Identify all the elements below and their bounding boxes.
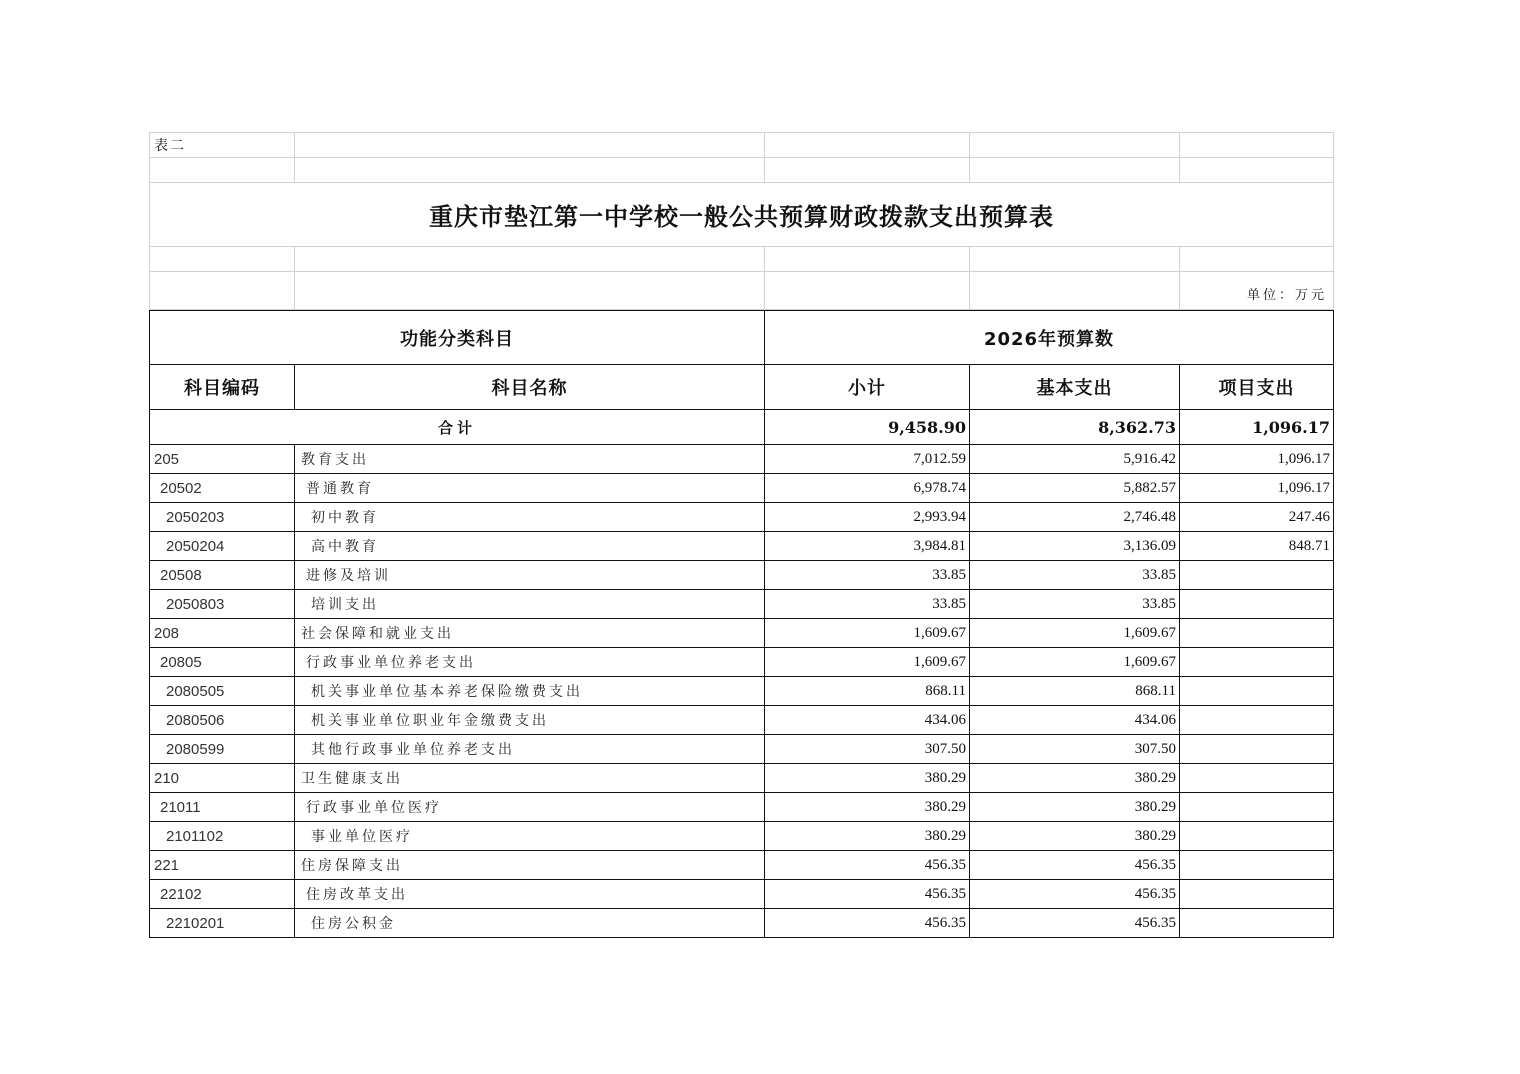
row-basic: 434.06 bbox=[970, 706, 1180, 735]
total-row bbox=[150, 410, 1334, 445]
header-name: 科目名称 bbox=[295, 365, 765, 410]
row-project bbox=[1180, 677, 1334, 706]
row-code: 205 bbox=[150, 445, 295, 474]
row-project: 848.71 bbox=[1180, 532, 1334, 561]
row-basic: 456.35 bbox=[970, 851, 1180, 880]
row-code: 2050204 bbox=[150, 532, 295, 561]
row-basic: 380.29 bbox=[970, 822, 1180, 851]
row-subtotal: 7,012.59 bbox=[765, 445, 970, 474]
row-basic: 1,609.67 bbox=[970, 648, 1180, 677]
row-basic: 5,882.57 bbox=[970, 474, 1180, 503]
row-basic: 307.50 bbox=[970, 735, 1180, 764]
row-subtotal: 2,993.94 bbox=[765, 503, 970, 532]
row-name: 机关事业单位职业年金缴费支出 bbox=[295, 706, 765, 735]
row-basic: 380.29 bbox=[970, 793, 1180, 822]
row-code: 2080599 bbox=[150, 735, 295, 764]
table-row bbox=[150, 677, 1334, 706]
header-row-columns bbox=[150, 365, 1334, 410]
row-name: 其他行政事业单位养老支出 bbox=[295, 735, 765, 764]
row-basic: 456.35 bbox=[970, 909, 1180, 938]
row-subtotal: 380.29 bbox=[765, 793, 970, 822]
row-subtotal: 1,609.67 bbox=[765, 648, 970, 677]
row-name: 住房改革支出 bbox=[295, 880, 765, 909]
header-code: 科目编码 bbox=[150, 365, 295, 410]
row-code: 20508 bbox=[150, 561, 295, 590]
table-row bbox=[150, 503, 1334, 532]
row-project: 1,096.17 bbox=[1180, 474, 1334, 503]
row-project bbox=[1180, 735, 1334, 764]
row-name: 进修及培训 bbox=[295, 561, 765, 590]
row-code: 2050803 bbox=[150, 590, 295, 619]
row-name: 住房保障支出 bbox=[295, 851, 765, 880]
row-project bbox=[1180, 851, 1334, 880]
row-name: 住房公积金 bbox=[295, 909, 765, 938]
row-code: 210 bbox=[150, 764, 295, 793]
row-basic: 456.35 bbox=[970, 880, 1180, 909]
row-name: 事业单位医疗 bbox=[295, 822, 765, 851]
row-project bbox=[1180, 822, 1334, 851]
table-row bbox=[150, 793, 1334, 822]
total-basic: 8,362.73 bbox=[970, 410, 1180, 445]
unit-label: 单位：万元 bbox=[1180, 272, 1334, 310]
row-code: 2080505 bbox=[150, 677, 295, 706]
table-row bbox=[150, 532, 1334, 561]
table-row bbox=[150, 619, 1334, 648]
row-subtotal: 456.35 bbox=[765, 909, 970, 938]
row-code: 2080506 bbox=[150, 706, 295, 735]
row-name: 教育支出 bbox=[295, 445, 765, 474]
row-basic: 1,609.67 bbox=[970, 619, 1180, 648]
row-name: 行政事业单位医疗 bbox=[295, 793, 765, 822]
row-project bbox=[1180, 793, 1334, 822]
table-row bbox=[150, 561, 1334, 590]
row-project bbox=[1180, 764, 1334, 793]
row-code: 20502 bbox=[150, 474, 295, 503]
row-project bbox=[1180, 909, 1334, 938]
table-row bbox=[150, 880, 1334, 909]
header-project: 项目支出 bbox=[1180, 365, 1334, 410]
table-row bbox=[150, 735, 1334, 764]
row-basic: 868.11 bbox=[970, 677, 1180, 706]
budget-sheet bbox=[149, 132, 1333, 938]
row-basic: 33.85 bbox=[970, 590, 1180, 619]
table-row bbox=[150, 474, 1334, 503]
row-subtotal: 33.85 bbox=[765, 561, 970, 590]
row-name: 行政事业单位养老支出 bbox=[295, 648, 765, 677]
row-basic: 33.85 bbox=[970, 561, 1180, 590]
header-subtotal: 小计 bbox=[765, 365, 970, 410]
total-label: 合计 bbox=[150, 410, 765, 445]
row-name: 普通教育 bbox=[295, 474, 765, 503]
row-project bbox=[1180, 706, 1334, 735]
row-code: 22102 bbox=[150, 880, 295, 909]
header-grid bbox=[149, 132, 1334, 310]
row-code: 21011 bbox=[150, 793, 295, 822]
row-code: 2210201 bbox=[150, 909, 295, 938]
row-project bbox=[1180, 590, 1334, 619]
row-code: 2050203 bbox=[150, 503, 295, 532]
row-project bbox=[1180, 648, 1334, 677]
row-name: 培训支出 bbox=[295, 590, 765, 619]
header-row-group bbox=[150, 311, 1334, 365]
row-code: 20805 bbox=[150, 648, 295, 677]
budget-table bbox=[149, 310, 1334, 938]
row-subtotal: 6,978.74 bbox=[765, 474, 970, 503]
table-row bbox=[150, 706, 1334, 735]
table-row bbox=[150, 764, 1334, 793]
row-code: 2101102 bbox=[150, 822, 295, 851]
sheet-label: 表二 bbox=[150, 133, 295, 158]
row-name: 初中教育 bbox=[295, 503, 765, 532]
header-function-category: 功能分类科目 bbox=[150, 311, 765, 365]
row-subtotal: 307.50 bbox=[765, 735, 970, 764]
table-row bbox=[150, 590, 1334, 619]
row-subtotal: 3,984.81 bbox=[765, 532, 970, 561]
page-title: 重庆市垫江第一中学校一般公共预算财政拨款支出预算表 bbox=[150, 183, 1334, 247]
row-subtotal: 456.35 bbox=[765, 851, 970, 880]
row-project bbox=[1180, 880, 1334, 909]
row-name: 卫生健康支出 bbox=[295, 764, 765, 793]
row-name: 高中教育 bbox=[295, 532, 765, 561]
row-subtotal: 380.29 bbox=[765, 822, 970, 851]
row-code: 221 bbox=[150, 851, 295, 880]
total-subtotal: 9,458.90 bbox=[765, 410, 970, 445]
total-project: 1,096.17 bbox=[1180, 410, 1334, 445]
table-row bbox=[150, 909, 1334, 938]
row-basic: 380.29 bbox=[970, 764, 1180, 793]
header-basic: 基本支出 bbox=[970, 365, 1180, 410]
table-row bbox=[150, 445, 1334, 474]
row-basic: 2,746.48 bbox=[970, 503, 1180, 532]
row-subtotal: 1,609.67 bbox=[765, 619, 970, 648]
table-row bbox=[150, 851, 1334, 880]
row-project bbox=[1180, 619, 1334, 648]
row-code: 208 bbox=[150, 619, 295, 648]
row-basic: 3,136.09 bbox=[970, 532, 1180, 561]
row-basic: 5,916.42 bbox=[970, 445, 1180, 474]
table-body bbox=[150, 445, 1334, 938]
row-subtotal: 434.06 bbox=[765, 706, 970, 735]
row-subtotal: 33.85 bbox=[765, 590, 970, 619]
row-project bbox=[1180, 561, 1334, 590]
row-name: 机关事业单位基本养老保险缴费支出 bbox=[295, 677, 765, 706]
row-subtotal: 456.35 bbox=[765, 880, 970, 909]
table-row bbox=[150, 648, 1334, 677]
row-project: 247.46 bbox=[1180, 503, 1334, 532]
header-budget-year: 2026年预算数 bbox=[765, 311, 1334, 365]
row-subtotal: 868.11 bbox=[765, 677, 970, 706]
row-subtotal: 380.29 bbox=[765, 764, 970, 793]
table-row bbox=[150, 822, 1334, 851]
row-project: 1,096.17 bbox=[1180, 445, 1334, 474]
row-name: 社会保障和就业支出 bbox=[295, 619, 765, 648]
